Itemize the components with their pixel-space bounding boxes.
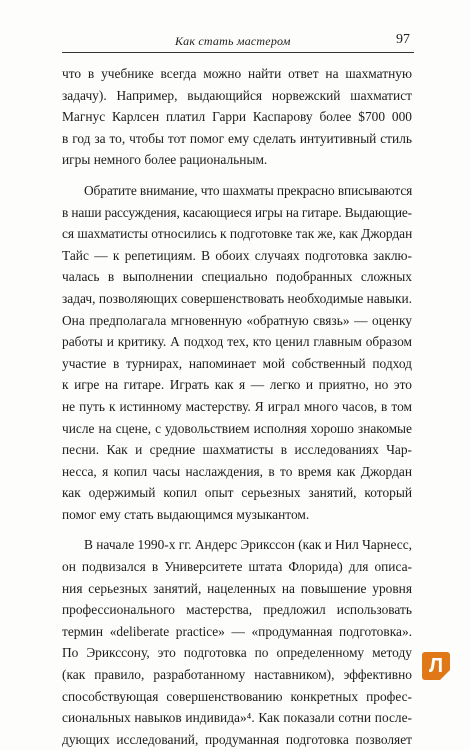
text-line: как одержимый копил опыт серьезных занятий, который [62,485,412,501]
text-line: Тайс — к репетициям. В обоих случаях подготовка заклю- [62,247,412,263]
text-line: числе на сцене, с удовольствием исполняя хорошо знакомые [62,420,412,436]
text-line: не путь к истинному мастерству. Я играл много часов, в том [62,398,412,414]
paragraph [62,534,412,750]
text-line: ния серьезных занятий, нацеленных на повышение уровня [62,580,412,596]
labirint-logo-icon [422,652,450,680]
text-line: задач, позволяющих совершенствовать необходимые навыки. [62,290,412,306]
text-line: В начале 1990-х гг. Андерс Эрикссон (как и Нил Чарнесс, [84,537,412,553]
text-line: игры немного более рациональным. [62,152,268,168]
text-line: что в учебнике всегда можно найти ответ на шахматную [62,66,412,81]
text-line: сиональных навыков индивида»⁴. Как показали сотни после- [62,710,412,726]
paragraph [62,63,412,171]
text-line: участие в турнирах, напоминает мой собственный подход [62,355,412,371]
text-line: способствующая совершенствованию конкретных профес- [62,688,412,704]
header-rule [62,52,414,53]
text-line: в наши рассуждения, касающиеся игры на гитаре. Выдающие- [62,204,412,220]
text-line: к игре на гитаре. Играть как я — легко и приятно, но это [62,377,412,393]
text-line: в год за то, чтобы тот помог ему сделать интуитивный стиль [62,130,412,146]
page-number: 97 [396,32,410,47]
text-line: он подвизался в Университете штата Флорида) для описа- [62,559,412,575]
logo-glyph: Л [429,655,444,677]
text-line: Она предполагала мгновенную «обратную связь» — оценку [62,312,412,328]
text-line: (как правило, разработанному наставником), эффективно [62,667,412,683]
paragraph [62,180,412,526]
text-line: профессионального мастерства, предложил использовать [62,602,412,618]
text-line: несса, я копил часы наслаждения, в то время как Джордан [62,463,412,479]
text-line: помог ему стать выдающимся музыкантом. [62,506,310,522]
text-line: Обратите внимание, что шахматы прекрасно вписываются [84,182,413,198]
text-line: По Эрикссону, это подготовка по определенному методу [62,645,412,661]
text-line: песни. Как и средние шахматисты в исследованиях Чар- [62,442,412,458]
running-title: Как стать мастером [175,34,291,48]
page-header [0,30,470,54]
text-line: дующих исследований, продуманная подготовка позволяет [62,731,412,747]
text-line: работы и критику. А подход тех, кто ценил главным образом [62,334,412,350]
text-line: ся шахматисты относились к подготовке так же, как Джордан [62,226,413,242]
text-line: Магнус Карлсен платил Гарри Каспарову более $700 000 [62,109,412,125]
text-line: термин «deliberate practice» — «продуманная подготовка». [62,623,412,639]
text-line: задачу). Например, выдающийся норвежский шахматист [62,87,412,103]
body-text [62,63,412,750]
text-line: чалась в выполнении специально подобранных сложных [62,269,412,285]
